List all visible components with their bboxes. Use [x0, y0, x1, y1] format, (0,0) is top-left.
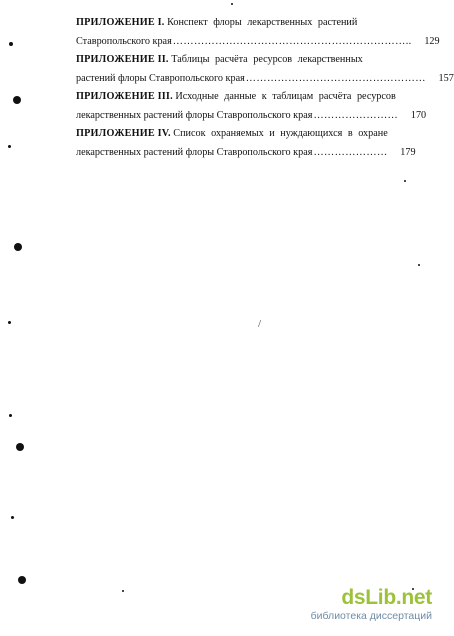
toc-leader-dots: ……………………………………………	[245, 72, 426, 84]
toc-entry-title-line	[76, 51, 406, 70]
toc-entry-title-line	[76, 88, 406, 107]
toc-page-number: 170	[410, 109, 427, 121]
appendix-label: ПРИЛОЖЕНИЕ I.	[76, 17, 165, 28]
appendix-title: Исходные данные к таблицам расчёта ресурсов	[175, 91, 396, 102]
scan-speck	[404, 180, 406, 182]
scan-speck	[122, 590, 124, 592]
scan-speck	[418, 264, 420, 266]
binder-hole-mark	[18, 576, 26, 584]
scan-speck	[8, 321, 11, 324]
toc-page-number: 179	[400, 146, 416, 158]
toc-page-number: 129	[424, 35, 440, 47]
toc-entry-appendix-1[interactable]	[76, 14, 440, 51]
table-of-contents	[76, 14, 454, 162]
toc-entry-title-line	[76, 14, 406, 33]
toc-entry-continuation-line	[76, 107, 427, 126]
toc-leader-dots: ……………………	[313, 109, 399, 121]
watermark-subtitle: библиотека диссертаций	[310, 610, 432, 622]
scan-speck	[9, 42, 13, 46]
toc-leader-dots: …………………………………………………………..	[172, 35, 412, 47]
binder-hole-mark	[13, 96, 21, 104]
appendix-title-continued: растений флоры Ставропольского края	[76, 72, 245, 84]
appendix-title-continued: лекарственных растений флоры Ставропольского края	[76, 146, 313, 158]
binder-hole-mark	[14, 243, 22, 251]
toc-entry-title-line	[76, 125, 406, 144]
scan-speck	[231, 3, 233, 5]
scan-speck	[9, 414, 12, 417]
toc-entry-continuation-line	[76, 70, 454, 89]
appendix-title: Список охраняемых и нуждающихся в охране	[173, 128, 388, 139]
site-watermark[interactable]	[302, 586, 432, 626]
toc-page-number: 157	[438, 72, 454, 84]
toc-entry-appendix-3[interactable]	[76, 88, 427, 125]
stray-pen-mark: /	[258, 318, 262, 330]
watermark-logo-text: dsLib.net	[341, 586, 432, 609]
toc-entry-appendix-4[interactable]	[76, 125, 416, 162]
toc-entry-continuation-line	[76, 144, 416, 163]
toc-entry-continuation-line	[76, 33, 440, 52]
scan-speck	[11, 516, 14, 519]
appendix-title-continued: лекарственных растений флоры Ставропольского края	[76, 109, 313, 121]
appendix-label: ПРИЛОЖЕНИЕ II.	[76, 54, 169, 65]
appendix-title: Таблицы расчёта ресурсов лекарственных	[171, 54, 363, 65]
toc-entry-appendix-2[interactable]	[76, 51, 454, 88]
scan-speck	[8, 145, 11, 148]
toc-leader-dots: …………………	[313, 146, 388, 158]
appendix-title-continued: Ставропольского края	[76, 35, 172, 47]
appendix-label: ПРИЛОЖЕНИЕ IV.	[76, 128, 171, 139]
appendix-label: ПРИЛОЖЕНИЕ III.	[76, 91, 173, 102]
binder-hole-mark	[16, 443, 24, 451]
appendix-title: Конспект флоры лекарственных растений	[167, 17, 358, 28]
